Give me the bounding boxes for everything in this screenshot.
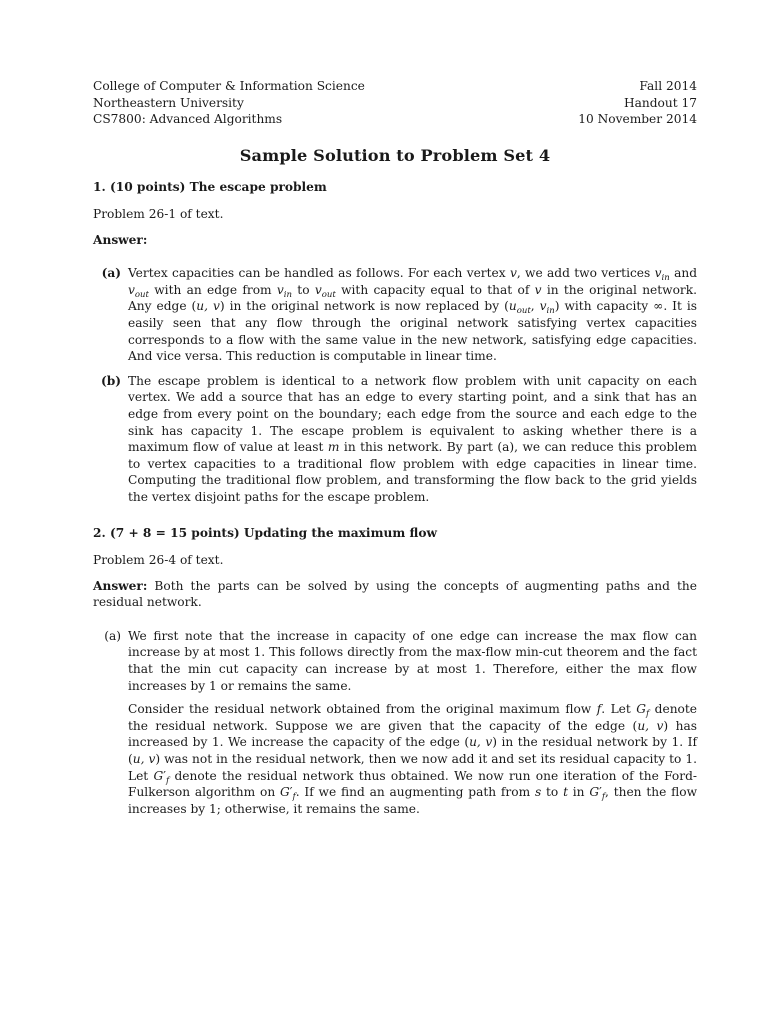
problem-1-part-a xyxy=(93,265,697,365)
header-right xyxy=(578,78,697,128)
problem-1-reference: Problem 26-1 of text. xyxy=(93,206,224,221)
problem-2-heading: 2. (7 + 8 = 15 points) Updating the maximum flow xyxy=(93,526,437,541)
header-date: 10 November 2014 xyxy=(578,112,697,127)
header-left xyxy=(93,78,365,128)
header-course: CS7800: Advanced Algorithms xyxy=(93,112,283,127)
header-term: Fall 2014 xyxy=(639,79,697,93)
part-b-marker: (b) xyxy=(100,373,121,388)
part-a-paragraph-1: We first note that the increase in capacity of one edge can increase the max flow can increase by at most 1. This follows directly from the max-flow min-cut theorem and the fact that the min cut capacity can increase by at most 1. Therefore, either the max flow increases by 1 or remains the same. xyxy=(128,628,697,693)
problem-2-reference: Problem 26-4 of text. xyxy=(93,553,224,568)
page-header xyxy=(93,78,697,128)
header-handout: Handout 17 xyxy=(623,95,697,110)
problem-2-part-a xyxy=(93,628,697,825)
part-a-marker: (a) xyxy=(101,266,121,281)
part-a-text: Vertex capacities can be handled as follows. For each vertex v, we add two vertices $v_{in}$ and $v_{out}$ with an edge from $v_{in}$ to $v_{out}$ with capacity equal to that of v in the original network. Any edge (u, v) in the original network is now replaced by ($u_{out}$, $v_{in}$) with capacity ∞. It is easily seen that any flow through the original network satisfying vertex capacities corresponds to a flow with the same value in the new network, satisfying edge capacities. And vice versa. This reduction is computable in linear time. xyxy=(128,266,698,364)
part-a-body xyxy=(128,628,697,825)
problem-2-answer-label: Answer: xyxy=(93,578,148,593)
problem-2-answer xyxy=(93,578,697,611)
problem-1 xyxy=(93,179,697,505)
problem-1-part-b xyxy=(93,373,697,506)
header-college: College of Computer & Information Science xyxy=(93,79,365,93)
problem-1-answer-label: Answer: xyxy=(93,232,148,247)
part-a-marker: (a) xyxy=(104,628,121,643)
problem-2 xyxy=(93,525,697,824)
problem-2-answer-text: Both the parts can be solved by using the concepts of augmenting paths and the residual network. xyxy=(93,578,697,610)
page-title: Sample Solution to Problem Set 4 xyxy=(239,145,551,165)
header-university: Northeastern University xyxy=(93,95,244,110)
part-b-text: The escape problem is identical to a network flow problem with unit capacity on each vertex. We add a source that has an edge to every starting point, and a sink that has an edge from every point on the boundary; each edge from the source and each edge to the sink has capacity 1. The escape problem is equivalent to asking whether there is a maximum flow of value at least m in this network. By part (a), we can reduce this problem to vertex capacities to a traditional flow problem with edge capacities in linear time. Computing the traditional flow problem, and transforming the flow back to the grid yields the vertex disjoint paths for the escape problem. xyxy=(128,373,697,504)
problem-1-heading: 1. (10 points) The escape problem xyxy=(93,180,327,195)
part-a-paragraph-2: Consider the residual network obtained from the original maximum flow f. Let $G_f$ denote the residual network. Suppose we are given that the capacity of the edge (u, v) has increased by 1. We increase the capacity of the edge (u, v) in the residual network by 1. If (u, v) was not in the residual network, then we now add it and set its residual capacity to 1. Let $G'_f$ denote the residual network thus obtained. We now run one iteration of the Ford-Fulkerson algorithm on $G'_f$. If we find an augmenting path from s to t in $G'_f$, then the flow increases by 1; otherwise, it remains the same. xyxy=(128,702,698,816)
